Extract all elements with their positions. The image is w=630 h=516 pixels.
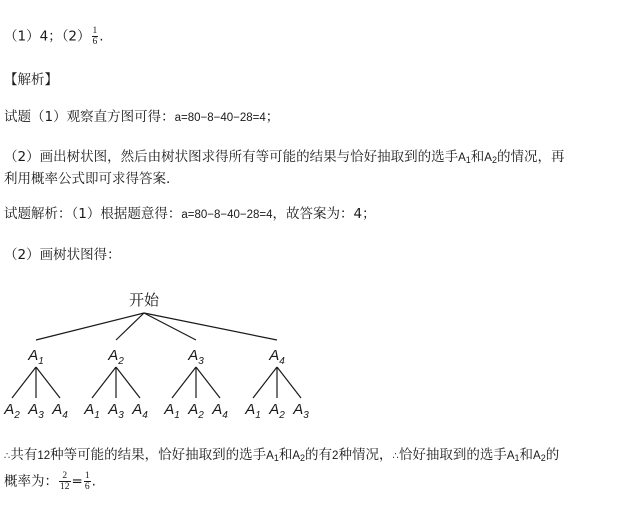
conclusion-t1: 共有	[10, 447, 38, 463]
tree-branch-1-1	[12, 367, 36, 398]
tree-branch-root-to-3	[144, 313, 196, 340]
conclusion-and-second: 和	[519, 447, 534, 463]
answer-line	[4, 26, 104, 47]
tree-branch-4-3	[277, 367, 301, 398]
probability-fraction-2	[84, 471, 91, 492]
tree-diagram	[0, 285, 330, 425]
conclusion-count-favorable: 2	[332, 450, 339, 462]
tree-node-level1-4-sub: 4	[279, 356, 285, 367]
conclusion-a1-second-sub: 1	[514, 453, 520, 463]
tree-node-level1-4-letter: A	[269, 347, 280, 364]
therefore-symbol: ∴	[4, 451, 11, 462]
tree-node-level2-2-1-letter: A	[84, 401, 95, 418]
tree-node-level2-1-3-letter: A	[52, 401, 63, 418]
tree-node-level2-3-1-letter: A	[164, 401, 175, 418]
trial-line	[4, 107, 279, 128]
tree-node-level2-2-2	[107, 401, 124, 421]
conclusion-a2-sub: 2	[300, 453, 306, 463]
analysis-heading: 【解析】	[4, 72, 58, 88]
tree-node-level1-1-letter: A	[28, 347, 39, 364]
method-a2	[484, 152, 497, 164]
probability-fraction-2-denominator: 6	[84, 482, 90, 492]
tree-node-level2-4-3-sub: 3	[303, 410, 309, 421]
probability-label: 概率为：	[4, 473, 58, 490]
solution-prefix: 试题解析：（1）根据题意得：	[4, 206, 182, 222]
tree-node-level2-4-3-letter: A	[293, 401, 304, 418]
tree-branch-3-1	[172, 367, 196, 398]
conclusion-a1-sub: 1	[273, 453, 279, 463]
method-line-1	[4, 147, 564, 170]
conclusion-t3: 的有	[305, 447, 333, 463]
solution-line	[4, 204, 376, 225]
tree-branch-root-to-4	[144, 313, 277, 340]
tree-node-level1-3-letter: A	[188, 347, 199, 364]
tree-root-label: 开始	[128, 291, 160, 309]
tree-node-level1-3	[187, 347, 204, 367]
tree-node-level2-3-2	[187, 401, 204, 421]
tree-node-level2-3-1-sub: 1	[174, 410, 180, 421]
conclusion-line-1	[4, 445, 559, 468]
method-text-2: 的情况，再	[496, 149, 565, 165]
trial-formula: a=80−8−40−28=4	[174, 112, 266, 124]
trial-end: ；	[265, 109, 280, 125]
answer-part1-label: （1）	[4, 28, 40, 45]
conclusion-a1	[266, 450, 279, 462]
method-a2-letter: A	[484, 152, 492, 164]
tree-node-level1-2-sub: 2	[118, 356, 124, 367]
conclusion-a2-letter: A	[292, 450, 301, 462]
tree-node-level2-1-2-letter: A	[28, 401, 39, 418]
tree-node-level2-2-3-letter: A	[132, 401, 143, 418]
answer-end: .	[99, 28, 104, 45]
tree-node-level2-4-2	[268, 401, 285, 421]
tree-node-level2-3-2-letter: A	[188, 401, 199, 418]
tree-node-level2-1-1	[3, 401, 20, 421]
tree-node-level1-1-sub: 1	[38, 356, 44, 367]
tree-branch-3-3	[196, 367, 220, 398]
tree-node-level1-4	[268, 347, 285, 367]
method-a1-sub: 1	[465, 155, 471, 165]
conclusion-t4: 种情况，	[338, 447, 393, 463]
conclusion-t5: 恰好抽取到的选手	[398, 447, 507, 463]
method-line-2: 利用概率公式即可求得答案.	[4, 171, 171, 187]
tree-node-level2-2-2-sub: 3	[118, 410, 124, 421]
tree-node-level2-4-2-letter: A	[269, 401, 280, 418]
answer-fraction-denominator: 6	[92, 37, 98, 47]
method-a1	[458, 152, 471, 164]
tree-node-level2-3-1	[163, 401, 180, 421]
conclusion-a2-second	[533, 450, 546, 462]
answer-separator: ；	[48, 28, 62, 45]
conclusion-t6: 的	[545, 447, 560, 463]
conclusion-count-total: 12	[37, 450, 51, 462]
method-and: 和	[470, 149, 485, 165]
tree-branch-root-to-1	[36, 313, 144, 340]
solution-suffix: ，故答案为：4；	[272, 206, 376, 222]
answer-part2-label: （2）	[61, 28, 91, 45]
probability-fraction-1	[59, 471, 71, 492]
tree-node-level2-4-1	[244, 401, 261, 421]
therefore-symbol-2: ∴	[392, 451, 399, 462]
tree-node-level2-3-2-sub: 2	[198, 410, 204, 421]
tree-node-level1-1	[27, 347, 44, 367]
tree-node-level2-3-3	[211, 401, 228, 421]
answer-fraction	[92, 26, 99, 47]
tree-node-level2-2-2-letter: A	[108, 401, 119, 418]
probability-equals: =	[71, 473, 83, 490]
tree-node-level2-3-3-letter: A	[212, 401, 223, 418]
method-text-1: （2）画出树状图，然后由树状图求得所有等可能的结果与恰好抽取到的选手	[4, 149, 459, 165]
tree-node-level2-1-2	[27, 401, 44, 421]
method-a2-sub: 2	[491, 155, 497, 165]
tree-node-level2-1-3-sub: 4	[62, 410, 68, 421]
answer-part1-value: 4	[39, 28, 49, 45]
conclusion-line-2	[4, 471, 96, 492]
tree-node-level2-2-3-sub: 4	[142, 410, 148, 421]
tree-node-level2-2-1	[83, 401, 100, 421]
conclusion-and: 和	[278, 447, 293, 463]
answer-fraction-numerator: 1	[92, 26, 98, 36]
tree-node-level1-2-letter: A	[108, 347, 119, 364]
conclusion-t2: 种等可能的结果，恰好抽取到的选手	[50, 447, 267, 463]
tree-node-level2-2-1-sub: 1	[94, 410, 100, 421]
solution-formula: a=80−8−40−28=4	[181, 209, 273, 221]
tree-node-level2-4-1-sub: 1	[255, 410, 261, 421]
conclusion-a2	[292, 450, 305, 462]
conclusion-a2-second-letter: A	[533, 450, 541, 462]
tree-node-level2-3-3-sub: 4	[222, 410, 228, 421]
tree-intro: （2）画树状图得：	[4, 247, 121, 263]
conclusion-a1-second-letter: A	[506, 450, 515, 462]
conclusion-a2-second-sub: 2	[540, 453, 546, 463]
method-a1-letter: A	[458, 152, 466, 164]
conclusion-a1-letter: A	[266, 450, 274, 462]
tree-node-level2-1-1-letter: A	[4, 401, 15, 418]
tree-branch-4-1	[253, 367, 277, 398]
tree-node-level2-1-2-sub: 3	[38, 410, 44, 421]
tree-node-level1-3-sub: 3	[198, 356, 204, 367]
probability-fraction-1-denominator: 12	[60, 482, 70, 492]
tree-node-level2-4-3	[292, 401, 309, 421]
tree-branch-2-1	[92, 367, 116, 398]
probability-fraction-1-numerator: 2	[59, 471, 71, 482]
tree-node-level2-1-3	[51, 401, 68, 421]
tree-node-level1-2	[107, 347, 124, 367]
probability-fraction-2-numerator: 1	[84, 471, 90, 481]
tree-branch-2-3	[116, 367, 140, 398]
tree-node-level2-4-1-letter: A	[245, 401, 256, 418]
tree-branch-1-3	[36, 367, 60, 398]
tree-node-level2-1-1-sub: 2	[14, 410, 20, 421]
trial-prefix: 试题（1）观察直方图可得：	[4, 109, 175, 125]
probability-end: .	[91, 473, 96, 490]
conclusion-a1-second	[507, 450, 520, 462]
tree-node-level2-2-3	[131, 401, 148, 421]
tree-node-level2-4-2-sub: 2	[279, 410, 285, 421]
